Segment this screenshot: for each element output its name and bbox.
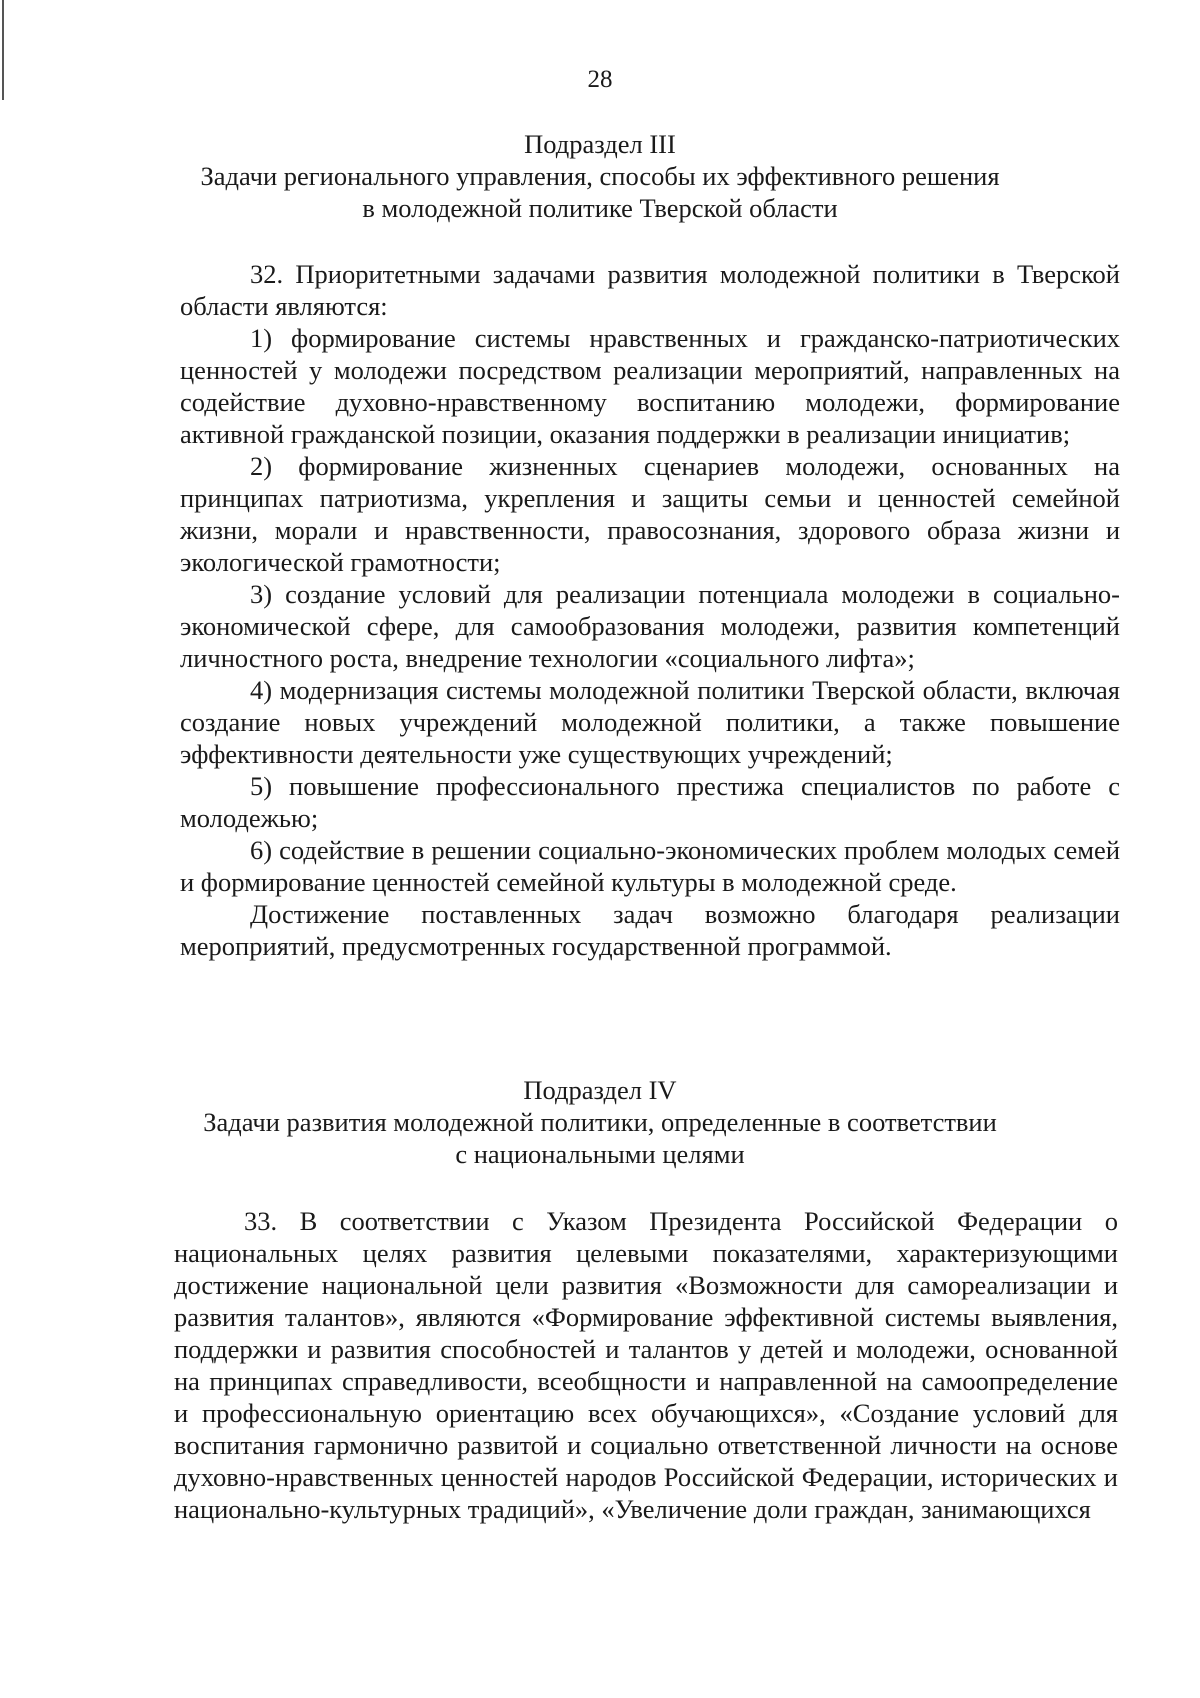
list-item-2: 2) формирование жизненных сценариев молодежи, основанных на принципах патриотизма, укрепления и защиты семьи и ценностей семейной жизни, морали и нравственности, правосознания, здорового образа жизни и экологической грамотности; [180, 451, 1120, 577]
list-item-4: 4) модернизация системы молодежной политики Тверской области, включая создание новых учреждений молодежной политики, а также повышение эффективности деятельности уже существующих учреждений; [180, 675, 1120, 769]
paragraph-32: 32. Приоритетными задачами развития молодежной политики в Тверской области являются: [180, 259, 1120, 321]
section3-heading [0, 128, 1200, 224]
section3-title-line2: в молодежной политике Тверской области [362, 193, 838, 223]
section3-label: Подраздел III [524, 129, 676, 159]
section4-title-line2: с национальными целями [455, 1139, 745, 1169]
list-item-3: 3) создание условий для реализации потенциала молодежи в социально-экономической сфере, для самообразования молодежи, развития компетенций личностного роста, внедрение технологии «социального лифта»; [180, 579, 1120, 673]
page-number: 28 [587, 66, 613, 93]
list-item-5: 5) повышение профессионального престижа специалистов по работе с молодежью; [180, 771, 1120, 833]
paragraph-33: 33. В соответствии с Указом Президента Российской Федерации о национальных целях развития целевыми показателями, характеризующими достижение национальной цели развития «Возможности для самореализации и развития талантов», являются «Формирование эффективной системы выявления, поддержки и развития способностей и талантов у детей и молодежи, основанной на принципах справедливости, всеобщности и направленной на самоопределение и профессиональную ориентацию всех обучающихся», «Создание условий для воспитания гармонично развитой и социально ответственной личности на основе духовно-нравственных ценностей народов Российской Федерации, исторических и национально-культурных традиций», «Увеличение доли граждан, занимающихся [174, 1206, 1118, 1524]
section4-label: Подраздел IV [523, 1075, 677, 1105]
section3-title-line1: Задачи регионального управления, способы их эффективного решения [200, 161, 1000, 191]
section3-body [180, 258, 1120, 962]
section4-heading [0, 1074, 1200, 1170]
closing-paragraph: Достижение поставленных задач возможно благодаря реализации мероприятий, предусмотренных государственной программой. [180, 899, 1120, 961]
list-item-1: 1) формирование системы нравственных и гражданско-патриотических ценностей у молодежи посредством реализации мероприятий, направленных на содействие духовно-нравственному воспитанию молодежи, формирование активной гражданской позиции, оказания поддержки в реализации инициатив; [180, 323, 1120, 449]
section4-title-line1: Задачи развития молодежной политики, определенные в соответствии [203, 1107, 997, 1137]
list-item-6: 6) содействие в решении социально-экономических проблем молодых семей и формирование ценностей семейной культуры в молодежной среде. [180, 835, 1120, 897]
section4-body [174, 1205, 1118, 1525]
